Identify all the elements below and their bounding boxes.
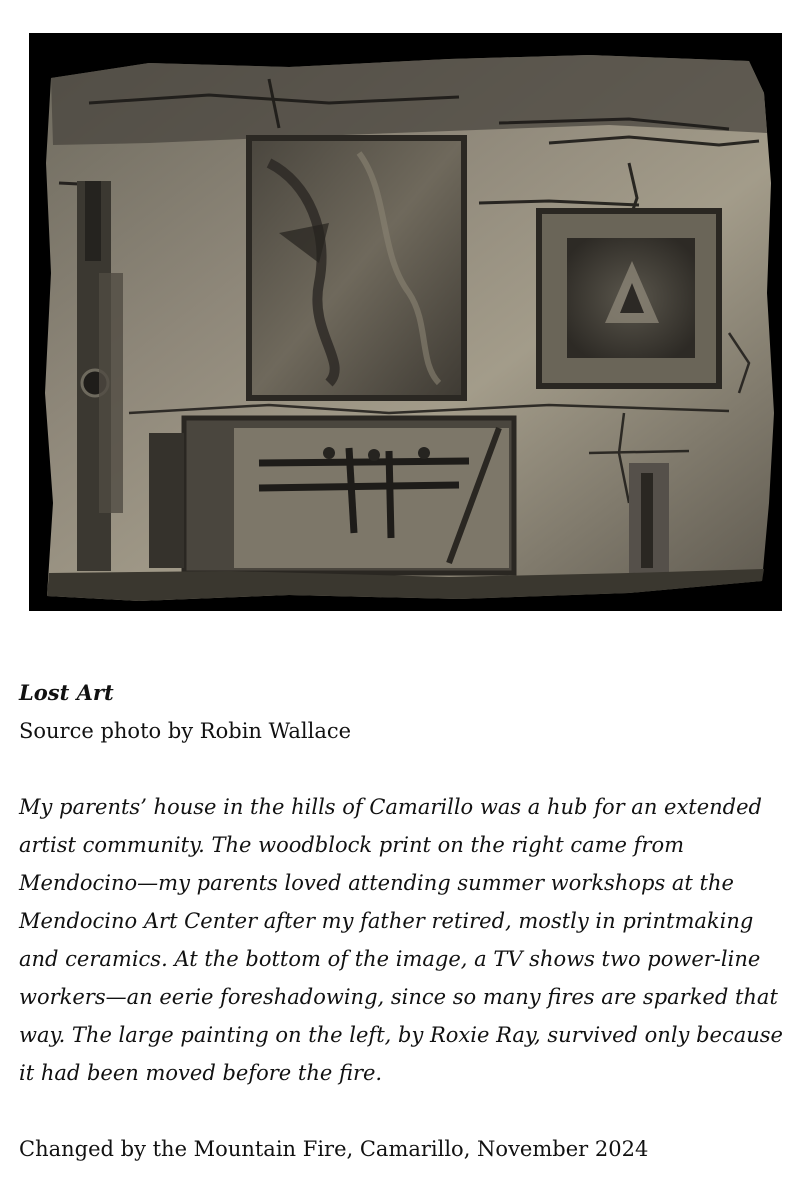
tv-screen bbox=[234, 428, 509, 568]
artwork-title: Lost Art bbox=[19, 680, 114, 705]
charred-wood-relief bbox=[29, 33, 782, 611]
artwork-image bbox=[29, 33, 782, 611]
photo-credit: Source photo by Robin Wallace bbox=[19, 719, 352, 743]
caption-block bbox=[19, 674, 789, 1168]
large-painting bbox=[249, 138, 464, 398]
artwork-description: My parents’ house in the hills of Camarillo was a hub for an extended artist community. The woodblock print on the right came from Mendocino—my parents loved attending summer workshops at the Mendocino Art Center after my father retired, mostly in printmaking and ceramics. At the bottom of the image, a TV shows two power-line workers—an eerie foreshadowing, since so many fires are sparked that way. The large painting on the left, by Roxie Ray, survived only because it had been moved before the fire. bbox=[19, 795, 783, 1085]
fire-credit: Changed by the Mountain Fire, Camarillo, November 2024 bbox=[19, 1137, 649, 1161]
